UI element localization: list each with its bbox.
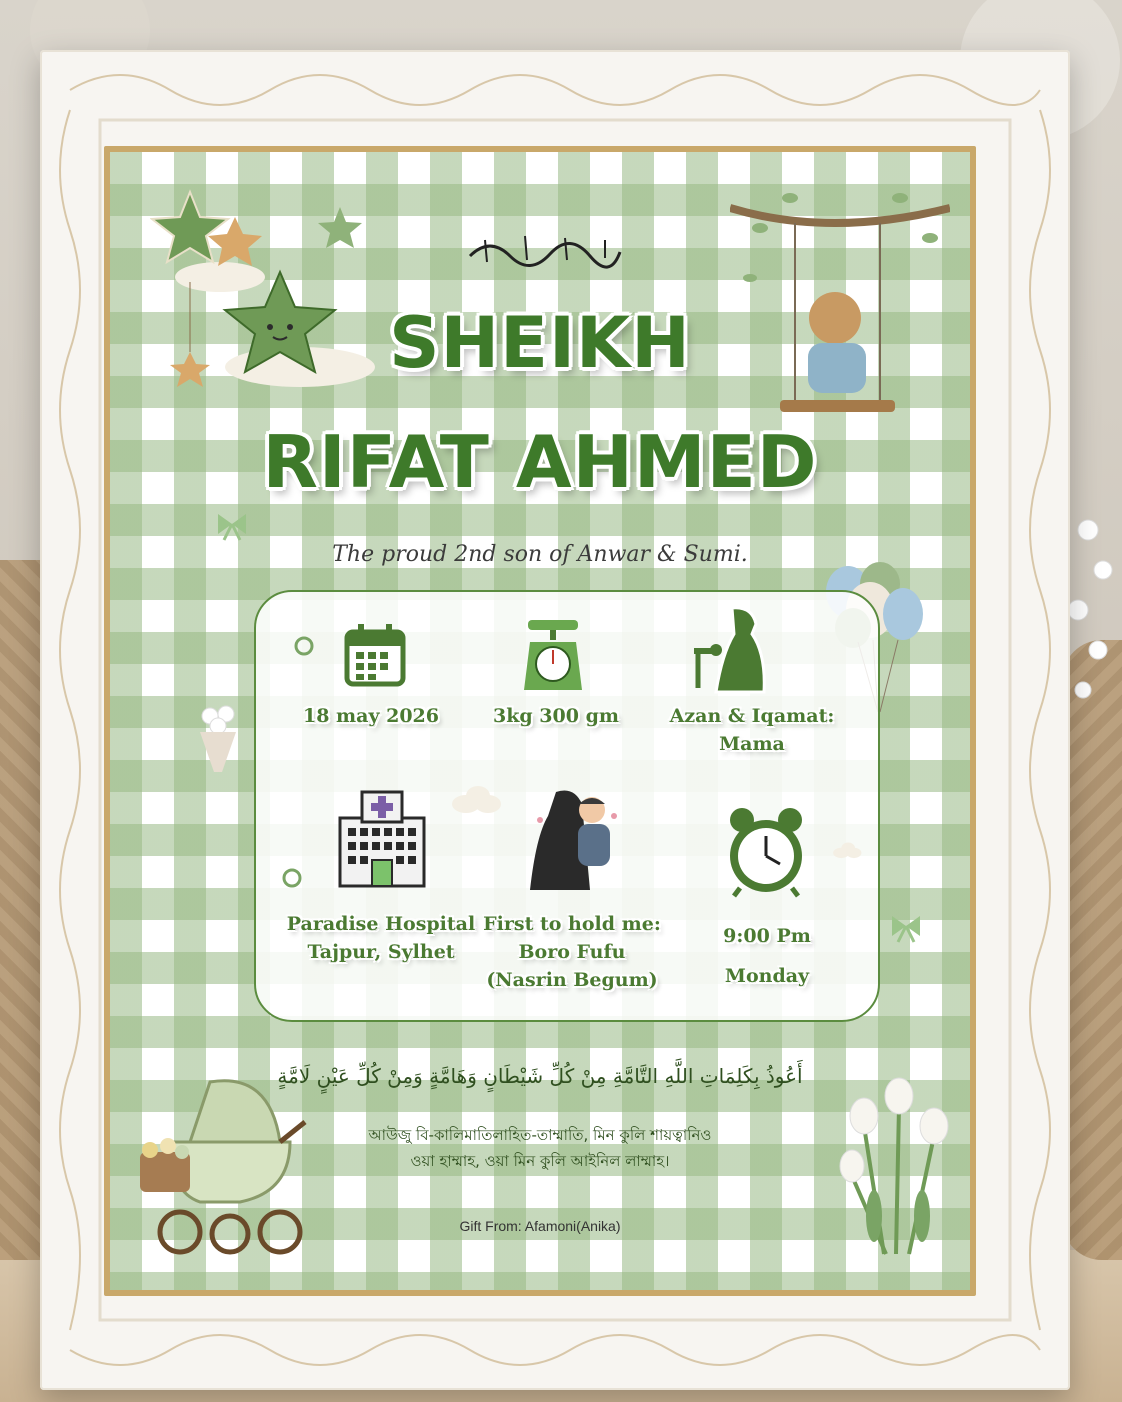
mother-baby-icon bbox=[526, 786, 626, 894]
alarm-clock-icon bbox=[724, 806, 808, 898]
time-line-2: Monday bbox=[724, 965, 810, 987]
wicker-basket-right bbox=[1062, 640, 1122, 1260]
birth-time bbox=[672, 916, 862, 996]
hospital-icon bbox=[332, 788, 432, 890]
scale-icon bbox=[522, 618, 584, 694]
birth-weight bbox=[466, 702, 646, 730]
azan-line-1: Azan & Iqamat: bbox=[669, 705, 835, 727]
held-line-2: Boro Fufu bbox=[518, 941, 626, 963]
time-line-1: 9:00 Pm bbox=[723, 925, 811, 947]
cloud-icon bbox=[450, 784, 502, 814]
first-held-by bbox=[472, 910, 672, 994]
subtitle: The proud 2nd son of Anwar & Sumi. bbox=[332, 542, 748, 567]
name-line-1: SHEIKH bbox=[389, 302, 691, 384]
hospital-line-1: Paradise Hospital bbox=[286, 913, 476, 935]
held-line-1: First to hold me: bbox=[483, 913, 661, 935]
hospital-line-2: Tajpur, Sylhet bbox=[307, 941, 455, 963]
bow-icon bbox=[888, 908, 924, 944]
pacifier-icon bbox=[294, 636, 314, 656]
held-line-3: (Nasrin Begum) bbox=[486, 969, 658, 991]
poster bbox=[110, 152, 970, 1290]
birth-weight-text: 3kg 300 gm bbox=[493, 705, 619, 727]
dua-arabic: أَعُوذُ بِكَلِمَاتِ اللَّهِ التَّامَّةِ مِنْ كُلِّ شَيْطَانٍ وَهَامَّةٍ وَمِنْ كُلِّ عَيْنٍ لَامَّةٍ bbox=[277, 1064, 803, 1088]
dua-bangla-line-2: ওয়া হাম্মাহ, ওয়া মিন কুলি আইনিল লাম্মাহ। bbox=[410, 1152, 670, 1170]
pacifier-icon bbox=[282, 868, 302, 888]
azan-icon bbox=[682, 604, 770, 694]
cloud-icon bbox=[832, 840, 862, 860]
gift-from: Gift From: Afamoni(Anika) bbox=[459, 1218, 621, 1234]
birth-hospital bbox=[266, 910, 496, 966]
bouquet-icon bbox=[190, 702, 246, 782]
birth-date bbox=[276, 702, 466, 730]
dua-bangla-line-1: আউজু বি-কালিমাতিলাহিত-তাম্মাতি, মিন কুলি শায়ত্বানিও bbox=[368, 1126, 712, 1144]
calendar-icon bbox=[344, 622, 406, 688]
birth-date-text: 18 may 2026 bbox=[302, 705, 439, 727]
bow-icon bbox=[214, 506, 250, 542]
azan-line-2: Mama bbox=[719, 733, 785, 755]
azan-iqamat bbox=[642, 702, 862, 758]
name-line-2: RIFAT AHMED bbox=[262, 420, 818, 504]
details-box bbox=[254, 590, 880, 1022]
bismillah-calligraphy bbox=[465, 226, 625, 270]
